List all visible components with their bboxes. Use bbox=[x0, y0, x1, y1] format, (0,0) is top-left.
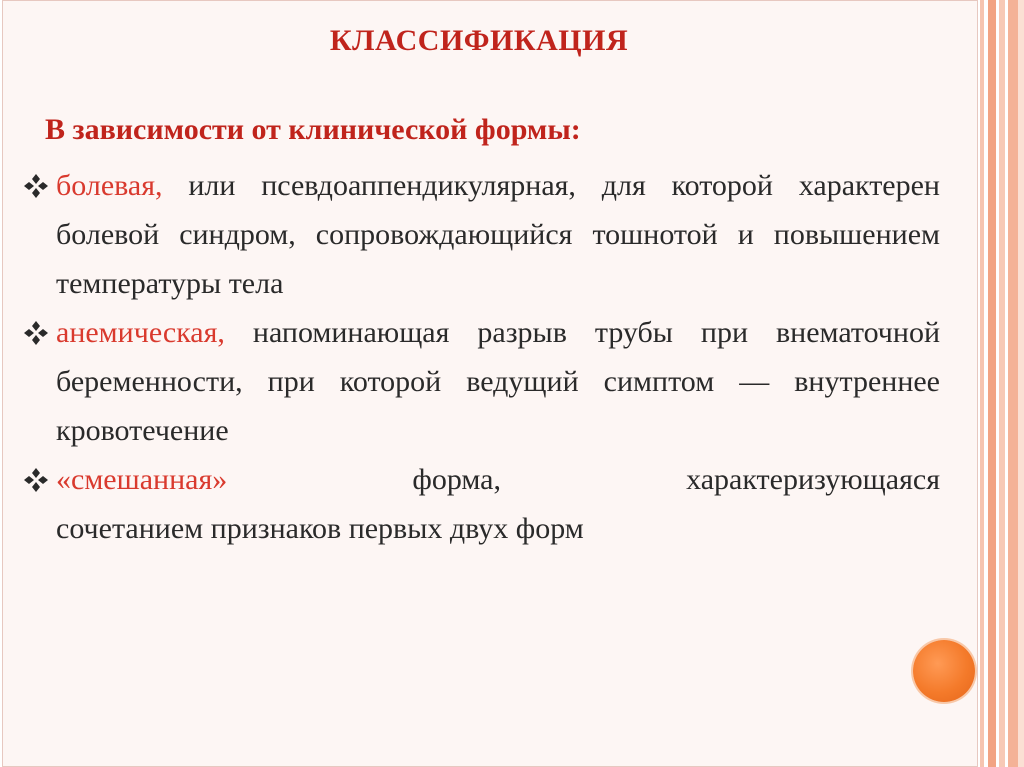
list-item bbox=[22, 308, 940, 455]
orange-circle-decoration bbox=[913, 640, 975, 702]
diamond-bullet-icon bbox=[22, 161, 56, 210]
item-first-line bbox=[56, 455, 940, 504]
classification-list bbox=[22, 161, 940, 553]
term-label: анемическая, bbox=[56, 316, 225, 349]
item-description: напоминающая разрыв трубы при внематочной беременности, при которой ведущий симптом — внутреннее кровотечение bbox=[56, 316, 940, 447]
item-word: характеризующаяся bbox=[686, 463, 940, 496]
diamond-bullet-icon bbox=[22, 308, 56, 357]
slide-title: КЛАССИФИКАЦИЯ bbox=[329, 24, 629, 57]
decorative-stripes bbox=[980, 0, 1024, 767]
slide-subtitle: В зависимости от клинической формы: bbox=[45, 113, 581, 146]
item-description: сочетанием признаков первых двух форм bbox=[56, 512, 584, 545]
term-label: болевая, bbox=[56, 169, 163, 202]
list-item bbox=[22, 455, 940, 553]
diamond-bullet-icon bbox=[22, 455, 56, 504]
item-description: или псевдоаппендикулярная, для которой характерен болевой синдром, сопровождающийся тошнотой и повышением температуры тела bbox=[56, 169, 940, 300]
item-word: форма, bbox=[412, 463, 501, 496]
list-item bbox=[22, 161, 940, 308]
term-label: «смешанная» bbox=[56, 463, 228, 496]
